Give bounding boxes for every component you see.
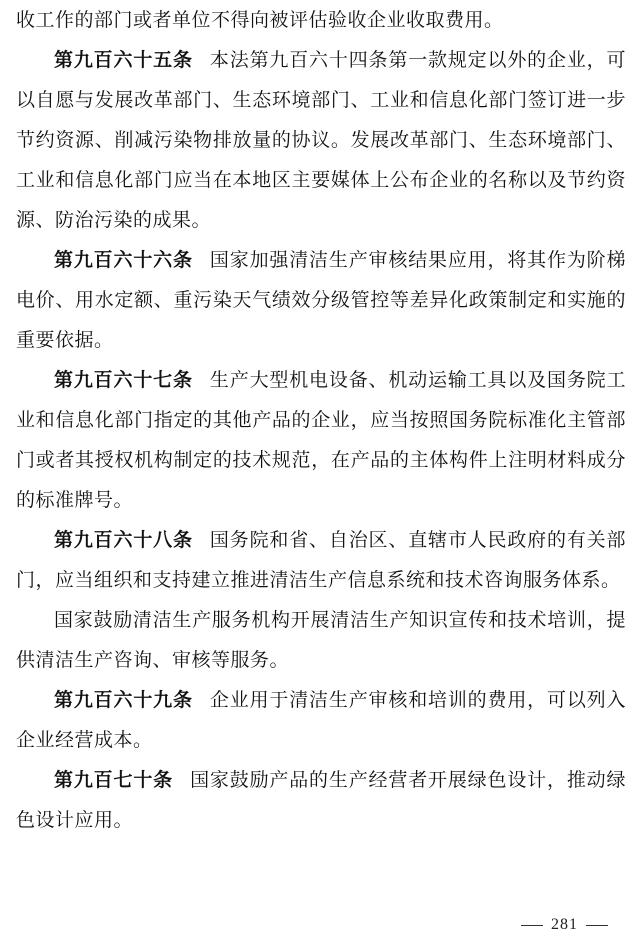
- article-969: [0, 680, 638, 760]
- article-970: [0, 760, 638, 840]
- article-number: 第九百六十八条: [54, 529, 193, 551]
- footer-dash-right: [586, 925, 608, 926]
- article-number: 第九百六十九条: [54, 689, 193, 711]
- page-footer: [513, 916, 616, 934]
- article-text: 国务院和省、自治区、直辖市人民政府的有关部门，应当组织和支持建立推进清洁生产信息系统和技术咨询服务体系。: [16, 529, 626, 591]
- article-text: 本法第九百六十四条第一款规定以外的企业，可以自愿与发展改革部门、生态环境部门、工业和信息化部门签订进一步节约资源、削减污染物排放量的协议。发展改革部门、生态环境部门、工业和信息化部门应当在本地区主要媒体上公布企业的名称以及节约资源、防治污染的成果。: [16, 49, 626, 231]
- article-text: 国家加强清洁生产审核结果应用，将其作为阶梯电价、用水定额、重污染天气绩效分级管控等差异化政策制定和实施的重要依据。: [16, 249, 626, 351]
- article-number: 第九百六十七条: [54, 369, 193, 391]
- continuation-paragraph: [0, 0, 638, 40]
- continuation-text: 收工作的部门或者单位不得向被评估验收企业收取费用。: [16, 9, 504, 31]
- footer-dash-left: [521, 925, 543, 926]
- article-number: 第九百七十条: [54, 769, 173, 791]
- article-966: [0, 240, 638, 360]
- article-text: 生产大型机电设备、机动运输工具以及国务院工业和信息化部门指定的其他产品的企业，应当按照国务院标准化主管部门或者其授权机构制定的技术规范，在产品的主体构件上注明材料成分的标准牌号。: [16, 369, 626, 511]
- article-text: 国家鼓励清洁生产服务机构开展清洁生产知识宣传和技术培训，提供清洁生产咨询、审核等服务。: [16, 609, 626, 671]
- article-968: [0, 520, 638, 600]
- article-967: [0, 360, 638, 520]
- page-number: 281: [551, 916, 578, 933]
- article-number: 第九百六十五条: [54, 49, 193, 71]
- article-number: 第九百六十六条: [54, 249, 193, 271]
- article-text: 国家鼓励产品的生产经营者开展绿色设计，推动绿色设计应用。: [16, 769, 626, 831]
- article-965: [0, 40, 638, 240]
- article-968-paragraph-2: [0, 600, 638, 680]
- article-text: 企业用于清洁生产审核和培训的费用，可以列入企业经营成本。: [16, 689, 626, 751]
